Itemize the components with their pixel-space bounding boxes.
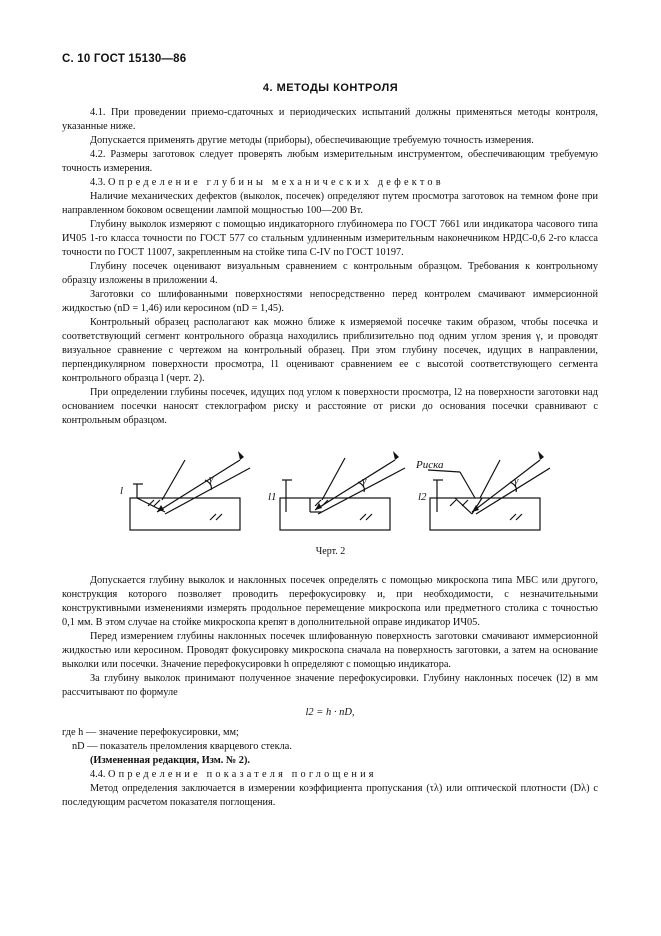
- paragraph: Контрольный образец располагают как можно ближе к измеряемой посечке таким образом, чтобы посечка и соответствующий сегмент контрольного образца находились приблизительно под одним углом зрения γ, и проводят визуальное сравнение с чертежом на контрольный образец. При этом глубину посечек, идущих в направлении, перпендикулярном поверхности просмотра, l1 оценивают сравнением ее с высотой соответствующего сегмента контрольного образца l (черт. 2).: [62, 317, 598, 384]
- label-gamma: γ: [514, 475, 519, 487]
- section-title: 4. МЕТОДЫ КОНТРОЛЯ: [262, 82, 399, 94]
- paragraph: 4.2. Размеры заготовок следует проверять любым измерительным инструментом, обеспечивающим требуемую точность измерения.: [62, 149, 598, 174]
- paragraph: Метод определения заключается в измерении коэффициента пропускания (τλ) или оптической плотности (Dλ) с последующим расчетом показателя поглощения.: [62, 783, 598, 808]
- paragraph: Наличие механических дефектов (выколок, посечек) определяют путем просмотра заготовок на темном фоне при направленном боковом освещении лампой мощностью 100—200 Вт.: [62, 191, 598, 216]
- figure-2-drawing: [110, 440, 550, 540]
- subsection-heading: [62, 768, 598, 782]
- subsection-heading: [62, 176, 598, 190]
- label-l2: l2: [418, 491, 427, 503]
- subsection-number: 4.3.: [90, 177, 106, 188]
- subsection-number: 4.4.: [90, 769, 106, 780]
- paragraph: 4.1. При проведении приемо-сдаточных и периодических испытаний должны применяться методы контроля, указанные ниже.: [62, 107, 598, 132]
- definition-line: где h — значение перефокусировки, мм;: [62, 727, 239, 738]
- paragraph: Допускается глубину выколок и наклонных посечек определять с помощью микроскопа типа МБС или другого, конструкция которого позволяет проводить перефокусировку и, при необходимости, с незначительными конструктивными изменениями измерять продольное перемещение микроскопа или предметного столика с точностью 0,1 мм. В этом случае на стойке микроскопа крепят в дополнительной оправе индикатор ИЧ05.: [62, 575, 598, 628]
- label-gamma: γ: [362, 475, 367, 487]
- revision-note: (Измененная редакция, Изм. № 2).: [90, 755, 250, 766]
- paragraph: При определении глубины посечек, идущих под углом к поверхности просмотра, l2 на поверхности заготовки над основанием посечки наносят стеклографом риску и расстояние от риски до основания посечки сравнивают с контрольным образцом.: [62, 387, 598, 426]
- subsection-title: Определение глубины механических дефектов: [108, 177, 444, 188]
- label-l: l: [120, 485, 124, 497]
- text-block-bottom: [62, 574, 598, 810]
- formula: l2 = h · nD,: [305, 707, 355, 718]
- paragraph: Глубину посечек оценивают визуальным сравнением с контрольным образцом. Требования к контрольному образцу изложены в приложении 4.: [62, 261, 598, 286]
- paragraph: Допускается применять другие методы (приборы), обеспечивающие требуемую точность измерения.: [90, 135, 534, 146]
- label-l1: l1: [268, 491, 277, 503]
- page-header: С. 10 ГОСТ 15130—86: [62, 53, 187, 65]
- subsection-title: Определение показателя поглощения: [108, 769, 377, 780]
- paragraph: Заготовки со шлифованными поверхностями непосредственно перед контролем смачивают иммерсионной жидкостью (nD = 1,46) или керосином (nD = 1,45).: [62, 289, 598, 314]
- definition-line: nD — показатель преломления кварцевого стекла.: [72, 741, 292, 752]
- paragraph: За глубину выколок принимают полученное значение перефокусировки. Глубину наклонных посечек (l2) в мм рассчитывают по формуле: [62, 673, 598, 698]
- figure-caption: Черт. 2: [315, 546, 346, 557]
- text-block-top: [62, 106, 598, 428]
- label-riska: Риска: [416, 459, 444, 471]
- paragraph: Перед измерением глубины наклонных посечек шлифованную поверхность заготовки смачивают иммерсионной жидкостью или керосином. Проводят фокусировку микроскопа сначала на поверхность заготовки, а затем на основание выколки или посечки. Значение перефокусировки h определяют с помощью индикатора.: [62, 631, 598, 670]
- label-gamma: γ: [209, 473, 214, 485]
- paragraph: Глубину выколок измеряют с помощью индикаторного глубиномера по ГОСТ 7661 или индикатора часового типа ИЧ05 1-го класса точности по ГОСТ 577 со стальным удлиненным измерительным наконечником НРДС-0,6 2-го класса точности по ГОСТ 11007, закрепленным на стойке типа С-IV по ГОСТ 10197.: [62, 219, 598, 258]
